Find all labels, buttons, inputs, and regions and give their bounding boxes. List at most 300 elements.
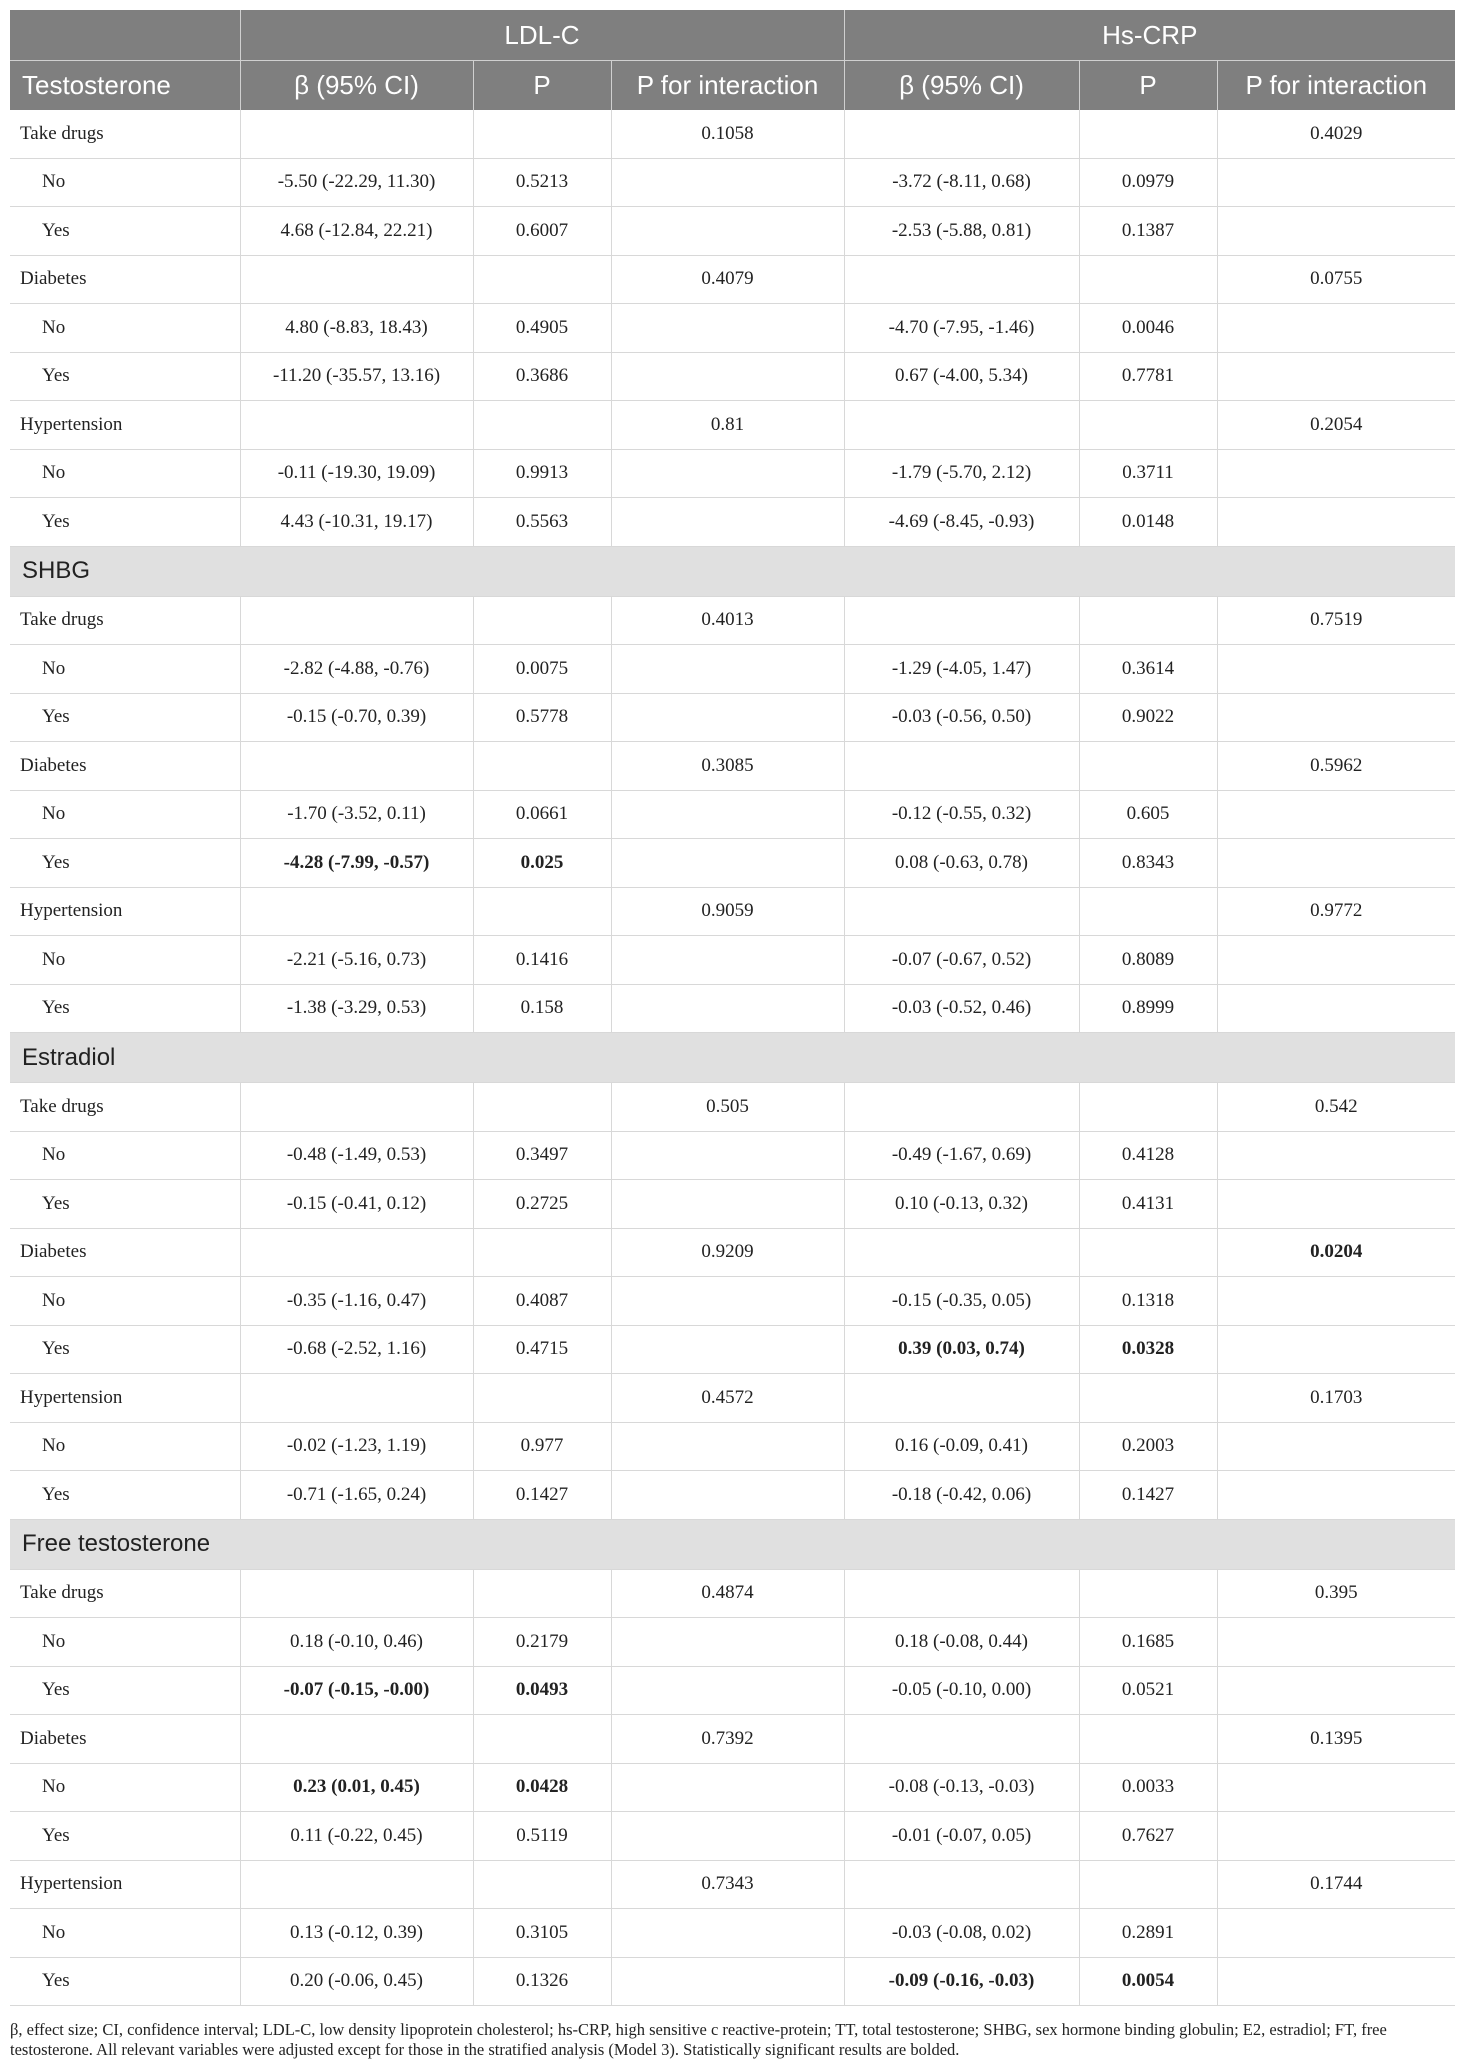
beta-ldl-cell bbox=[240, 596, 473, 645]
pint-ldl-cell: 0.9209 bbox=[611, 1228, 844, 1277]
table-header bbox=[10, 10, 1455, 110]
row-label: Yes bbox=[10, 693, 240, 742]
p-ldl-cell bbox=[473, 401, 611, 450]
header-col-pint-hscrp: P for interaction bbox=[1217, 61, 1455, 111]
beta-hscrp-cell bbox=[844, 401, 1079, 450]
beta-ldl-cell bbox=[240, 887, 473, 936]
beta-hscrp-cell: -4.69 (-8.45, -0.93) bbox=[844, 498, 1079, 547]
pint-ldl-cell bbox=[611, 1131, 844, 1180]
pint-hscrp-cell bbox=[1217, 207, 1455, 256]
pint-ldl-cell bbox=[611, 936, 844, 985]
pint-hscrp-cell bbox=[1217, 645, 1455, 694]
pint-hscrp-cell bbox=[1217, 304, 1455, 353]
pint-ldl-cell: 0.4079 bbox=[611, 255, 844, 304]
beta-ldl-cell: -0.11 (-19.30, 19.09) bbox=[240, 449, 473, 498]
p-hscrp-cell bbox=[1079, 1083, 1217, 1132]
beta-hscrp-cell bbox=[844, 1083, 1079, 1132]
pint-ldl-cell bbox=[611, 1618, 844, 1667]
table-row bbox=[10, 401, 1455, 450]
p-ldl-cell: 0.6007 bbox=[473, 207, 611, 256]
beta-ldl-cell: 0.13 (-0.12, 0.39) bbox=[240, 1909, 473, 1958]
p-ldl-cell: 0.1326 bbox=[473, 1957, 611, 2006]
pint-hscrp-cell: 0.1395 bbox=[1217, 1715, 1455, 1764]
p-ldl-cell bbox=[473, 742, 611, 791]
pint-hscrp-cell bbox=[1217, 936, 1455, 985]
beta-hscrp-cell: -0.03 (-0.08, 0.02) bbox=[844, 1909, 1079, 1958]
row-label: No bbox=[10, 645, 240, 694]
beta-hscrp-cell: 0.67 (-4.00, 5.34) bbox=[844, 352, 1079, 401]
beta-hscrp-cell: -4.70 (-7.95, -1.46) bbox=[844, 304, 1079, 353]
row-label: Yes bbox=[10, 1957, 240, 2006]
p-ldl-cell: 0.0493 bbox=[473, 1666, 611, 1715]
row-label: No bbox=[10, 304, 240, 353]
pint-ldl-cell: 0.4572 bbox=[611, 1374, 844, 1423]
p-hscrp-cell: 0.4128 bbox=[1079, 1131, 1217, 1180]
table-row bbox=[10, 1666, 1455, 1715]
pint-hscrp-cell bbox=[1217, 790, 1455, 839]
beta-ldl-cell bbox=[240, 1715, 473, 1764]
pint-hscrp-cell: 0.0204 bbox=[1217, 1228, 1455, 1277]
pint-hscrp-cell bbox=[1217, 158, 1455, 207]
row-label: Take drugs bbox=[10, 596, 240, 645]
header-column-row bbox=[10, 61, 1455, 111]
row-label: Diabetes bbox=[10, 742, 240, 791]
p-hscrp-cell: 0.2003 bbox=[1079, 1422, 1217, 1471]
pint-hscrp-cell bbox=[1217, 1763, 1455, 1812]
pint-hscrp-cell: 0.4029 bbox=[1217, 110, 1455, 158]
pint-ldl-cell bbox=[611, 693, 844, 742]
beta-hscrp-cell: 0.16 (-0.09, 0.41) bbox=[844, 1422, 1079, 1471]
row-label: No bbox=[10, 1618, 240, 1667]
pint-ldl-cell bbox=[611, 1909, 844, 1958]
p-hscrp-cell: 0.0979 bbox=[1079, 158, 1217, 207]
p-hscrp-cell: 0.8999 bbox=[1079, 984, 1217, 1033]
p-ldl-cell bbox=[473, 1374, 611, 1423]
table-row bbox=[10, 1812, 1455, 1861]
beta-hscrp-cell: -3.72 (-8.11, 0.68) bbox=[844, 158, 1079, 207]
beta-ldl-cell bbox=[240, 1569, 473, 1618]
pint-ldl-cell: 0.7392 bbox=[611, 1715, 844, 1764]
beta-ldl-cell: -4.28 (-7.99, -0.57) bbox=[240, 839, 473, 888]
p-ldl-cell: 0.5119 bbox=[473, 1812, 611, 1861]
table-row bbox=[10, 304, 1455, 353]
row-label: No bbox=[10, 449, 240, 498]
pint-hscrp-cell: 0.542 bbox=[1217, 1083, 1455, 1132]
row-label: Hypertension bbox=[10, 887, 240, 936]
p-ldl-cell bbox=[473, 596, 611, 645]
table-row bbox=[10, 984, 1455, 1033]
p-hscrp-cell: 0.2891 bbox=[1079, 1909, 1217, 1958]
p-ldl-cell: 0.5213 bbox=[473, 158, 611, 207]
row-label: No bbox=[10, 936, 240, 985]
p-ldl-cell: 0.0661 bbox=[473, 790, 611, 839]
table-row bbox=[10, 110, 1455, 158]
p-ldl-cell: 0.4905 bbox=[473, 304, 611, 353]
pint-ldl-cell bbox=[611, 1812, 844, 1861]
row-label: No bbox=[10, 1131, 240, 1180]
table-body bbox=[10, 110, 1455, 2006]
p-hscrp-cell: 0.0521 bbox=[1079, 1666, 1217, 1715]
results-table-container bbox=[10, 10, 1455, 2006]
table-row bbox=[10, 1131, 1455, 1180]
p-hscrp-cell: 0.3711 bbox=[1079, 449, 1217, 498]
beta-ldl-cell: -0.68 (-2.52, 1.16) bbox=[240, 1325, 473, 1374]
p-ldl-cell bbox=[473, 887, 611, 936]
header-group-ldl: LDL-C bbox=[240, 10, 844, 61]
beta-hscrp-cell bbox=[844, 255, 1079, 304]
header-col-beta-hscrp: β (95% CI) bbox=[844, 61, 1079, 111]
beta-ldl-cell bbox=[240, 1374, 473, 1423]
pint-hscrp-cell bbox=[1217, 1666, 1455, 1715]
beta-ldl-cell: 4.68 (-12.84, 22.21) bbox=[240, 207, 473, 256]
table-row bbox=[10, 498, 1455, 547]
table-row bbox=[10, 255, 1455, 304]
table-row bbox=[10, 1909, 1455, 1958]
table-row bbox=[10, 1957, 1455, 2006]
beta-hscrp-cell bbox=[844, 1569, 1079, 1618]
pint-hscrp-cell bbox=[1217, 449, 1455, 498]
pint-hscrp-cell: 0.1744 bbox=[1217, 1860, 1455, 1909]
table-row bbox=[10, 790, 1455, 839]
pint-hscrp-cell bbox=[1217, 1277, 1455, 1326]
p-ldl-cell: 0.5778 bbox=[473, 693, 611, 742]
pint-ldl-cell: 0.505 bbox=[611, 1083, 844, 1132]
pint-hscrp-cell bbox=[1217, 1325, 1455, 1374]
beta-ldl-cell bbox=[240, 1228, 473, 1277]
row-label: Yes bbox=[10, 984, 240, 1033]
pint-hscrp-cell bbox=[1217, 1618, 1455, 1667]
p-hscrp-cell bbox=[1079, 401, 1217, 450]
pint-ldl-cell bbox=[611, 790, 844, 839]
pint-hscrp-cell: 0.7519 bbox=[1217, 596, 1455, 645]
p-hscrp-cell: 0.7627 bbox=[1079, 1812, 1217, 1861]
p-hscrp-cell bbox=[1079, 596, 1217, 645]
beta-ldl-cell: -11.20 (-35.57, 13.16) bbox=[240, 352, 473, 401]
pint-ldl-cell bbox=[611, 1957, 844, 2006]
p-ldl-cell: 0.1427 bbox=[473, 1471, 611, 1520]
p-ldl-cell: 0.1416 bbox=[473, 936, 611, 985]
row-label: No bbox=[10, 158, 240, 207]
row-label: Diabetes bbox=[10, 1228, 240, 1277]
pint-ldl-cell bbox=[611, 1180, 844, 1229]
p-hscrp-cell bbox=[1079, 1228, 1217, 1277]
row-label: Yes bbox=[10, 352, 240, 401]
pint-hscrp-cell bbox=[1217, 498, 1455, 547]
header-first-col: Testosterone bbox=[10, 61, 240, 111]
row-label: Yes bbox=[10, 1471, 240, 1520]
beta-hscrp-cell: -0.18 (-0.42, 0.06) bbox=[844, 1471, 1079, 1520]
pint-ldl-cell bbox=[611, 984, 844, 1033]
p-hscrp-cell bbox=[1079, 1860, 1217, 1909]
table-row bbox=[10, 1422, 1455, 1471]
p-hscrp-cell: 0.1387 bbox=[1079, 207, 1217, 256]
pint-hscrp-cell bbox=[1217, 1957, 1455, 2006]
pint-ldl-cell: 0.3085 bbox=[611, 742, 844, 791]
pint-ldl-cell bbox=[611, 645, 844, 694]
pint-ldl-cell bbox=[611, 1471, 844, 1520]
beta-ldl-cell: 0.11 (-0.22, 0.45) bbox=[240, 1812, 473, 1861]
table-row bbox=[10, 645, 1455, 694]
pint-ldl-cell: 0.7343 bbox=[611, 1860, 844, 1909]
p-hscrp-cell: 0.0033 bbox=[1079, 1763, 1217, 1812]
p-ldl-cell: 0.2179 bbox=[473, 1618, 611, 1667]
p-ldl-cell: 0.3105 bbox=[473, 1909, 611, 1958]
p-hscrp-cell bbox=[1079, 110, 1217, 158]
table-row bbox=[10, 1715, 1455, 1764]
p-hscrp-cell: 0.8343 bbox=[1079, 839, 1217, 888]
section-title: Free testosterone bbox=[10, 1519, 1455, 1569]
row-label: Hypertension bbox=[10, 1374, 240, 1423]
table-row bbox=[10, 1228, 1455, 1277]
row-label: No bbox=[10, 1422, 240, 1471]
row-label: Diabetes bbox=[10, 1715, 240, 1764]
table-row bbox=[10, 1277, 1455, 1326]
p-hscrp-cell: 0.3614 bbox=[1079, 645, 1217, 694]
row-label: Yes bbox=[10, 498, 240, 547]
p-ldl-cell bbox=[473, 1860, 611, 1909]
beta-ldl-cell: 4.80 (-8.83, 18.43) bbox=[240, 304, 473, 353]
row-label: No bbox=[10, 1277, 240, 1326]
beta-hscrp-cell: -0.03 (-0.52, 0.46) bbox=[844, 984, 1079, 1033]
beta-hscrp-cell: -0.49 (-1.67, 0.69) bbox=[844, 1131, 1079, 1180]
p-hscrp-cell: 0.0054 bbox=[1079, 1957, 1217, 2006]
row-label: Hypertension bbox=[10, 401, 240, 450]
table-row bbox=[10, 887, 1455, 936]
p-hscrp-cell: 0.605 bbox=[1079, 790, 1217, 839]
pint-ldl-cell bbox=[611, 498, 844, 547]
pint-hscrp-cell: 0.9772 bbox=[1217, 887, 1455, 936]
pint-ldl-cell bbox=[611, 352, 844, 401]
beta-hscrp-cell: -0.05 (-0.10, 0.00) bbox=[844, 1666, 1079, 1715]
beta-hscrp-cell bbox=[844, 742, 1079, 791]
beta-ldl-cell bbox=[240, 742, 473, 791]
beta-ldl-cell bbox=[240, 1083, 473, 1132]
table-row bbox=[10, 839, 1455, 888]
table-row bbox=[10, 1763, 1455, 1812]
p-hscrp-cell: 0.9022 bbox=[1079, 693, 1217, 742]
pint-ldl-cell bbox=[611, 158, 844, 207]
beta-ldl-cell: -0.07 (-0.15, -0.00) bbox=[240, 1666, 473, 1715]
row-label: Yes bbox=[10, 207, 240, 256]
pint-ldl-cell bbox=[611, 449, 844, 498]
header-group-hscrp: Hs-CRP bbox=[844, 10, 1455, 61]
table-row bbox=[10, 1180, 1455, 1229]
header-col-p-ldl: P bbox=[473, 61, 611, 111]
beta-hscrp-cell bbox=[844, 887, 1079, 936]
beta-ldl-cell: -0.35 (-1.16, 0.47) bbox=[240, 1277, 473, 1326]
beta-ldl-cell: -0.71 (-1.65, 0.24) bbox=[240, 1471, 473, 1520]
pint-ldl-cell bbox=[611, 839, 844, 888]
p-hscrp-cell bbox=[1079, 1569, 1217, 1618]
beta-ldl-cell: 4.43 (-10.31, 19.17) bbox=[240, 498, 473, 547]
beta-ldl-cell: -1.38 (-3.29, 0.53) bbox=[240, 984, 473, 1033]
beta-ldl-cell: -0.15 (-0.41, 0.12) bbox=[240, 1180, 473, 1229]
beta-hscrp-cell: 0.10 (-0.13, 0.32) bbox=[844, 1180, 1079, 1229]
table-row bbox=[10, 1374, 1455, 1423]
pint-ldl-cell: 0.81 bbox=[611, 401, 844, 450]
pint-ldl-cell bbox=[611, 1422, 844, 1471]
beta-hscrp-cell: -0.07 (-0.67, 0.52) bbox=[844, 936, 1079, 985]
p-hscrp-cell bbox=[1079, 1715, 1217, 1764]
beta-ldl-cell: 0.23 (0.01, 0.45) bbox=[240, 1763, 473, 1812]
beta-ldl-cell bbox=[240, 401, 473, 450]
pint-hscrp-cell bbox=[1217, 839, 1455, 888]
table-row bbox=[10, 1569, 1455, 1618]
p-ldl-cell: 0.5563 bbox=[473, 498, 611, 547]
p-ldl-cell: 0.158 bbox=[473, 984, 611, 1033]
pint-hscrp-cell bbox=[1217, 1180, 1455, 1229]
row-label: Take drugs bbox=[10, 1083, 240, 1132]
pint-hscrp-cell: 0.0755 bbox=[1217, 255, 1455, 304]
pint-hscrp-cell: 0.395 bbox=[1217, 1569, 1455, 1618]
pint-ldl-cell bbox=[611, 1763, 844, 1812]
p-ldl-cell: 0.0075 bbox=[473, 645, 611, 694]
beta-hscrp-cell bbox=[844, 110, 1079, 158]
p-ldl-cell: 0.025 bbox=[473, 839, 611, 888]
section-title: Estradiol bbox=[10, 1033, 1455, 1083]
p-hscrp-cell: 0.7781 bbox=[1079, 352, 1217, 401]
beta-hscrp-cell: -0.09 (-0.16, -0.03) bbox=[844, 1957, 1079, 2006]
table-row bbox=[10, 1618, 1455, 1667]
table-row bbox=[10, 936, 1455, 985]
pint-hscrp-cell bbox=[1217, 1131, 1455, 1180]
table-row bbox=[10, 742, 1455, 791]
pint-ldl-cell bbox=[611, 207, 844, 256]
row-label: No bbox=[10, 790, 240, 839]
beta-ldl-cell: -1.70 (-3.52, 0.11) bbox=[240, 790, 473, 839]
pint-hscrp-cell bbox=[1217, 984, 1455, 1033]
p-ldl-cell: 0.3497 bbox=[473, 1131, 611, 1180]
p-ldl-cell: 0.977 bbox=[473, 1422, 611, 1471]
p-hscrp-cell: 0.1685 bbox=[1079, 1618, 1217, 1667]
beta-hscrp-cell: -0.12 (-0.55, 0.32) bbox=[844, 790, 1079, 839]
beta-hscrp-cell bbox=[844, 1228, 1079, 1277]
table-row bbox=[10, 693, 1455, 742]
p-ldl-cell bbox=[473, 110, 611, 158]
table-row bbox=[10, 207, 1455, 256]
pint-hscrp-cell bbox=[1217, 352, 1455, 401]
p-hscrp-cell bbox=[1079, 1374, 1217, 1423]
p-ldl-cell: 0.4087 bbox=[473, 1277, 611, 1326]
table-row bbox=[10, 596, 1455, 645]
beta-hscrp-cell: -2.53 (-5.88, 0.81) bbox=[844, 207, 1079, 256]
p-ldl-cell: 0.3686 bbox=[473, 352, 611, 401]
table-row bbox=[10, 158, 1455, 207]
header-col-p-hscrp: P bbox=[1079, 61, 1217, 111]
table-row bbox=[10, 449, 1455, 498]
beta-hscrp-cell bbox=[844, 1715, 1079, 1764]
row-label: No bbox=[10, 1763, 240, 1812]
section-title: SHBG bbox=[10, 546, 1455, 596]
header-group-row bbox=[10, 10, 1455, 61]
beta-ldl-cell: -0.48 (-1.49, 0.53) bbox=[240, 1131, 473, 1180]
beta-ldl-cell: 0.18 (-0.10, 0.46) bbox=[240, 1618, 473, 1667]
table-row bbox=[10, 1325, 1455, 1374]
table-row bbox=[10, 352, 1455, 401]
pint-hscrp-cell bbox=[1217, 1422, 1455, 1471]
p-hscrp-cell bbox=[1079, 255, 1217, 304]
row-label: Yes bbox=[10, 1812, 240, 1861]
p-hscrp-cell: 0.0328 bbox=[1079, 1325, 1217, 1374]
pint-hscrp-cell bbox=[1217, 1909, 1455, 1958]
beta-hscrp-cell: 0.08 (-0.63, 0.78) bbox=[844, 839, 1079, 888]
p-ldl-cell bbox=[473, 1715, 611, 1764]
row-label: Yes bbox=[10, 1325, 240, 1374]
section-header-row bbox=[10, 546, 1455, 596]
p-ldl-cell: 0.0428 bbox=[473, 1763, 611, 1812]
beta-hscrp-cell: -0.01 (-0.07, 0.05) bbox=[844, 1812, 1079, 1861]
row-label: Take drugs bbox=[10, 1569, 240, 1618]
pint-hscrp-cell: 0.2054 bbox=[1217, 401, 1455, 450]
row-label: No bbox=[10, 1909, 240, 1958]
p-ldl-cell bbox=[473, 1228, 611, 1277]
beta-hscrp-cell: -1.79 (-5.70, 2.12) bbox=[844, 449, 1079, 498]
beta-hscrp-cell bbox=[844, 596, 1079, 645]
pint-hscrp-cell bbox=[1217, 693, 1455, 742]
beta-hscrp-cell: 0.18 (-0.08, 0.44) bbox=[844, 1618, 1079, 1667]
beta-ldl-cell: -5.50 (-22.29, 11.30) bbox=[240, 158, 473, 207]
header-col-beta-ldl: β (95% CI) bbox=[240, 61, 473, 111]
beta-ldl-cell: -2.21 (-5.16, 0.73) bbox=[240, 936, 473, 985]
p-hscrp-cell: 0.1318 bbox=[1079, 1277, 1217, 1326]
beta-hscrp-cell: -1.29 (-4.05, 1.47) bbox=[844, 645, 1079, 694]
p-ldl-cell bbox=[473, 1083, 611, 1132]
header-col-pint-ldl: P for interaction bbox=[611, 61, 844, 111]
p-ldl-cell bbox=[473, 1569, 611, 1618]
pint-ldl-cell bbox=[611, 1325, 844, 1374]
beta-ldl-cell bbox=[240, 255, 473, 304]
pint-hscrp-cell bbox=[1217, 1812, 1455, 1861]
table-row bbox=[10, 1083, 1455, 1132]
p-ldl-cell: 0.9913 bbox=[473, 449, 611, 498]
pint-ldl-cell bbox=[611, 1277, 844, 1326]
table-footnote: β, effect size; CI, confidence interval; LDL-C, low density lipoprotein cholesterol; hs-CRP, high sensitive c reactive-protein; TT, total testosterone; SHBG, sex hormone binding globulin; E2, estradiol; FT, free testosterone. All relevant variables were adjusted except for those in the stratified analysis (Model 3). Statistically significant results are bolded. bbox=[10, 2020, 1387, 2059]
section-header-row bbox=[10, 1519, 1455, 1569]
stratified-analysis-table bbox=[10, 10, 1455, 2006]
beta-hscrp-cell bbox=[844, 1860, 1079, 1909]
pint-ldl-cell bbox=[611, 304, 844, 353]
p-hscrp-cell: 0.0148 bbox=[1079, 498, 1217, 547]
p-hscrp-cell: 0.4131 bbox=[1079, 1180, 1217, 1229]
row-label: Yes bbox=[10, 1666, 240, 1715]
pint-hscrp-cell bbox=[1217, 1471, 1455, 1520]
beta-ldl-cell: -0.15 (-0.70, 0.39) bbox=[240, 693, 473, 742]
p-hscrp-cell bbox=[1079, 887, 1217, 936]
header-empty-cell bbox=[10, 10, 240, 61]
row-label: Diabetes bbox=[10, 255, 240, 304]
beta-ldl-cell: 0.20 (-0.06, 0.45) bbox=[240, 1957, 473, 2006]
beta-ldl-cell: -2.82 (-4.88, -0.76) bbox=[240, 645, 473, 694]
pint-hscrp-cell: 0.5962 bbox=[1217, 742, 1455, 791]
row-label: Take drugs bbox=[10, 110, 240, 158]
pint-ldl-cell: 0.4874 bbox=[611, 1569, 844, 1618]
section-header-row bbox=[10, 1033, 1455, 1083]
p-hscrp-cell: 0.0046 bbox=[1079, 304, 1217, 353]
p-ldl-cell: 0.4715 bbox=[473, 1325, 611, 1374]
beta-hscrp-cell: -0.08 (-0.13, -0.03) bbox=[844, 1763, 1079, 1812]
table-row bbox=[10, 1471, 1455, 1520]
row-label: Hypertension bbox=[10, 1860, 240, 1909]
p-hscrp-cell: 0.8089 bbox=[1079, 936, 1217, 985]
beta-hscrp-cell: -0.03 (-0.56, 0.50) bbox=[844, 693, 1079, 742]
pint-ldl-cell bbox=[611, 1666, 844, 1715]
p-hscrp-cell bbox=[1079, 742, 1217, 791]
p-hscrp-cell: 0.1427 bbox=[1079, 1471, 1217, 1520]
p-ldl-cell: 0.2725 bbox=[473, 1180, 611, 1229]
beta-ldl-cell: -0.02 (-1.23, 1.19) bbox=[240, 1422, 473, 1471]
pint-ldl-cell: 0.9059 bbox=[611, 887, 844, 936]
beta-hscrp-cell: 0.39 (0.03, 0.74) bbox=[844, 1325, 1079, 1374]
